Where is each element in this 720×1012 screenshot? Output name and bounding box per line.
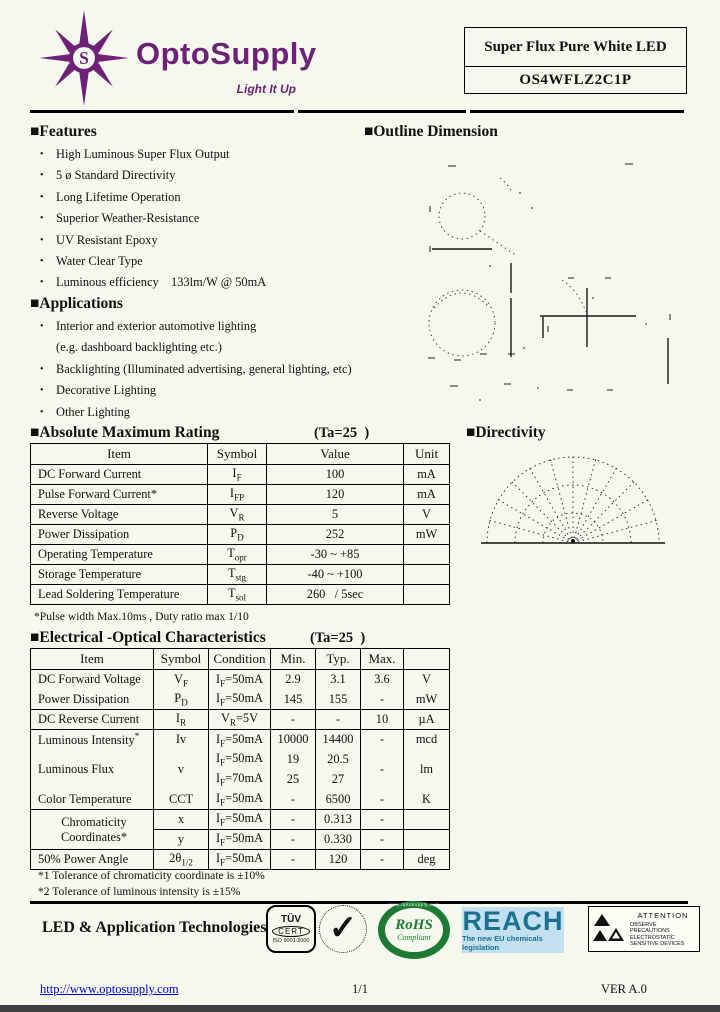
col-unit: Unit (404, 444, 450, 465)
quality-checkmark-logo (319, 905, 367, 953)
table-row: Chromaticity Coordinates* x $I_F=50mA$ - 0.313 - (31, 810, 450, 830)
table-header-row (31, 649, 450, 670)
col-symbol: Symbol (154, 649, 209, 670)
list-item: • Backlighting (Illuminated advertising, general lighting, etc) (40, 361, 352, 376)
col-min: Min. (271, 649, 316, 670)
logo-letter: S (79, 48, 89, 69)
table-row: $I_F=70mA$ 25 27 (31, 770, 450, 790)
product-family: Super Flux Pure White LED (465, 28, 686, 67)
table-row: Luminous Intensity* Iv $I_F=50mA$ 10000 14400 - mcd (31, 730, 450, 750)
optosupply-logo-icon (36, 10, 132, 106)
list-item: • UV Resistant Epoxy (40, 232, 158, 247)
col-unit (404, 649, 450, 670)
table-row: Power Dissipation $P_D$ 252 mW (31, 525, 450, 545)
list-item: • Interior and exterior automotive lighting (40, 319, 257, 333)
features-title: ■Features (30, 123, 97, 140)
directivity-title: ■Directivity (466, 424, 546, 441)
brand-tagline: Light It Up (236, 82, 296, 96)
eoc-ta-condition: (Ta=25 ) (310, 630, 366, 646)
esd-attention-label: ATTENTION OBSERVE PRECAUTIONS ELECTROSTATIC SENSITIVE DEVICES (588, 906, 700, 952)
eoc-title: ■Electrical -Optical Characteristics (30, 629, 266, 646)
amr-footnote: *Pulse width Max.10ms , Duty ratio max 1/10 (34, 610, 249, 623)
footer-divider (30, 901, 688, 904)
features-list (40, 144, 370, 294)
table-row: Luminous Flux v $I_F=50mA$ 19 20.5 - lm (31, 750, 450, 770)
list-item: • Decorative Lighting (40, 383, 157, 398)
company-slogan: LED & Application Technologies (42, 919, 267, 936)
list-item: • 5 ø Standard Directivity (40, 168, 176, 183)
table-row: DC Forward Current $I_F$ 100 mA (31, 465, 450, 485)
table-row: Pulse Forward Current* $I_{FP}$ 120 mA (31, 485, 450, 505)
table-row: Power Dissipation $P_D$ $I_F=50mA$ 145 155 - mW (31, 690, 450, 710)
rohs-compliant-logo: www.optosupply.com RoHS Compliant (378, 901, 450, 959)
col-symbol: Symbol (208, 444, 267, 465)
table-row: Lead Soldering Temperature $T_{sol}$ 260 / 5sec (31, 585, 450, 605)
table-row: Operating Temperature $T_{opr}$ -30 ~ +85 (31, 545, 450, 565)
table-header-row (31, 444, 450, 465)
table-row: DC Reverse Current $I_R$ $V_R=5V$ - - 10 µA (31, 710, 450, 730)
directivity-plot (478, 446, 668, 551)
part-number: OS4WFLZ2C1P (519, 71, 632, 88)
eoc-footnote-2: *2 Tolerance of luminous intensity is ±15% (38, 885, 241, 898)
list-item: • Long Lifetime Operation (40, 189, 181, 204)
col-item: Item (31, 649, 154, 670)
table-row: Storage Temperature $T_{stg}$ -40 ~ +100 (31, 565, 450, 585)
product-title-box (464, 27, 687, 94)
col-max: Max. (361, 649, 404, 670)
outline-dimension-drawing (420, 148, 720, 413)
list-item-note: (e.g. dashboard backlighting etc.) (56, 340, 222, 355)
table-row: y $I_F=50mA$ - 0.330 - (31, 830, 450, 850)
header-divider (30, 110, 688, 113)
amr-title: ■Absolute Maximum Rating (30, 424, 220, 441)
page-number: 1/1 (352, 982, 368, 996)
list-item: • Superior Weather-Resistance (40, 211, 200, 226)
list-item: • Luminous efficiency 133lm/W @ 50mA (40, 275, 267, 290)
applications-list (40, 316, 440, 423)
amr-table (30, 443, 450, 605)
col-typ: Typ. (316, 649, 361, 670)
checkmark-icon: ✓ (328, 910, 358, 947)
table-row: 50% Power Angle $2\theta_{1/2}$ $I_F=50mA$ - 120 - deg (31, 850, 450, 870)
brand-wordmark: OptoSupply (136, 36, 317, 71)
esd-warning-icon (592, 912, 626, 946)
col-value: Value (267, 444, 404, 465)
outline-dimension-title: ■Outline Dimension (364, 123, 498, 140)
col-condition: Condition (209, 649, 271, 670)
list-item: • High Luminous Super Flux Output (40, 147, 230, 161)
eoc-table (30, 648, 450, 870)
list-item: • Other Lighting (40, 404, 130, 419)
page-edge-shadow (0, 1005, 720, 1012)
applications-title: ■Applications (30, 295, 123, 312)
reach-logo: REACH The new EU chemicals legislation (462, 906, 564, 952)
version-label: VER A.0 (601, 982, 647, 996)
eoc-footnote-1: *1 Tolerance of chromaticity coordinate is ±10% (38, 869, 265, 882)
website-link[interactable]: http://www.optosupply.com (40, 982, 179, 996)
col-item: Item (31, 444, 208, 465)
amr-ta-condition: (Ta=25 ) (314, 425, 370, 441)
list-item: • Water Clear Type (40, 254, 143, 269)
table-row: DC Forward Voltage $V_F$ $I_F=50mA$ 2.9 3.1 3.6 V (31, 670, 450, 690)
tuv-cert-logo: TÜV CERT ISO 9001:2000 (266, 905, 316, 953)
table-row: Color Temperature CCT $I_F=50mA$ - 6500 - K (31, 790, 450, 810)
table-row: Reverse Voltage $V_R$ 5 V (31, 505, 450, 525)
